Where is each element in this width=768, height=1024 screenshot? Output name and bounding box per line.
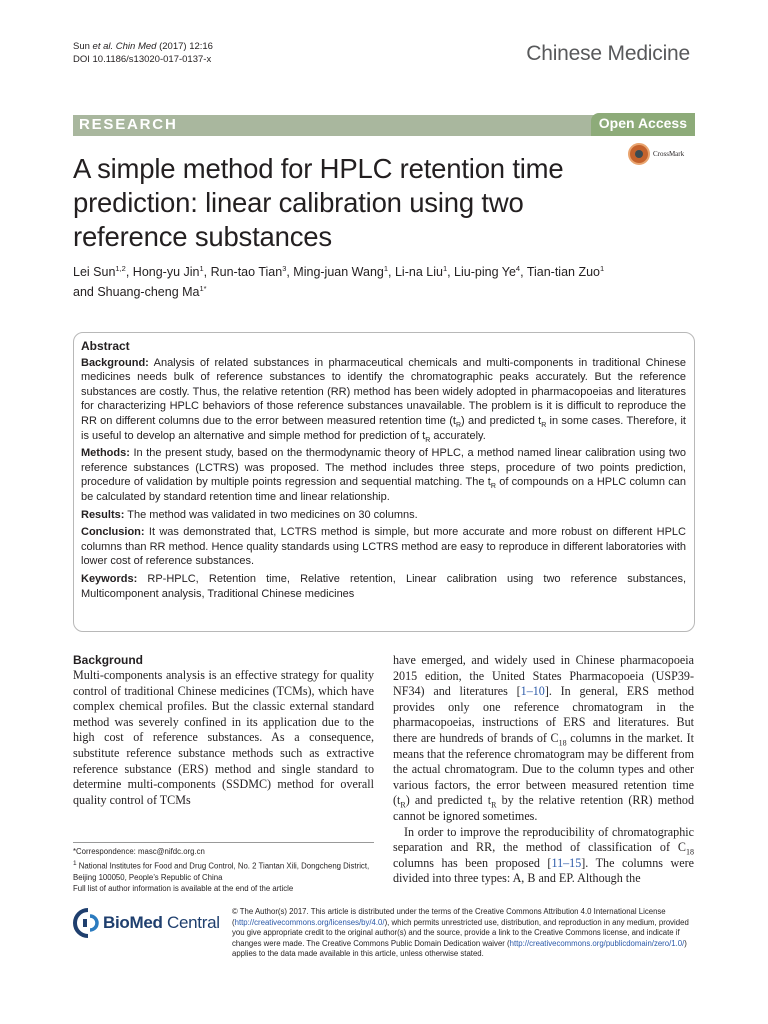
abstract-background: Background: Analysis of related substances in pharmaceutical chemicals and multi-components in traditional Chinese medicines needs bulk of reference substances to identify the chromatographic peaks accurately. But the reference substances are costly. Thus, the relative retention (RR) method has been widely adopted in pharmacopoeias and literatures for characterizing HPLC behaviors of those reference substances unavailable. The problem is it is difficult to reproduce the RR on different columns due to the error between measured retention time $(t_R)$ and predicted $t_R$ in some cases. Therefore, it is useful to develop an alternative and simple method for prediction of $t_R$ accurately. xyxy=(81,356,686,444)
reference-link[interactable]: 11–15 xyxy=(551,855,582,870)
abstract-box xyxy=(73,332,695,632)
abstract-conclusion: Conclusion: It was demonstrated that, LCTRS method is simple, but more accurate and more robust on different HPLC columns than RR method. Hence quality standards using LCTRS method are easy to reproduce in different laboratories with lower cost of reference substances. xyxy=(81,526,686,568)
author[interactable]: , Hong-yu Jin xyxy=(125,265,200,279)
footnotes xyxy=(73,842,374,895)
author[interactable]: , Li-na Liu xyxy=(388,265,443,279)
license-statement: © The Author(s) 2017. This article is distributed under the terms of the Creative Commons Attribution 4.0 International License (http://creativecommons.org/licenses/by/4.0/), which permits unrestricted use, distribution, and reproduction in any medium, provided you give appropriate credit to the original author(s) and the source, provide a link to the Creative Commons license, and indicate if changes were made. The Creative Commons Public Domain Dedication waiver (http://creativecommons.org/publicdomain/zero/1.0/) applies to the data made available in this article, unless otherwise stated. xyxy=(232,907,689,959)
research-label: RESEARCH xyxy=(79,116,178,133)
abstract-results: Results: The method was validated in two medicines on 30 columns. xyxy=(81,508,418,521)
journal-name: Chinese Medicine xyxy=(526,42,690,65)
license-link[interactable]: http://creativecommons.org/licenses/by/4.0/ xyxy=(234,917,385,927)
abstract-keywords: Keywords: RP-HPLC, Retention time, Relative retention, Linear calibration using two reference substances, Multicomponent analysis, Traditional Chinese medicines xyxy=(81,572,686,600)
author[interactable]: , Run-tao Tian xyxy=(203,265,283,279)
citation-header xyxy=(73,40,213,66)
doi[interactable]: DOI 10.1186/s13020-017-0137-x xyxy=(73,54,212,65)
affiliation: $^1$ National Institutes for Food and Drug Control, No. 2 Tiantan Xili, Dongcheng District, Beijing 100050, People’s Republic of China xyxy=(73,859,370,882)
paragraph: have emerged, and widely used in Chinese pharmacopoeia 2015 edition, the United States Pharmacopoeia (USP39-NF34) and literatures [1–10]. In general, ERS method provides only one reference chromatogram in the pharmacopoeias, instructions of ERS and literatures. But there are hundreds of brands of $C_{18}$ columns in the market. It means that the reference chromatogram may be different from the actual chromatogram. Due to the column types and other various factors, the error between measured retention time $(t_R)$ and predicted $t_R$ by the relative retention (RR) method cannot be ignored sometimes. xyxy=(393,653,694,823)
section-heading-background: Background xyxy=(73,653,144,667)
author[interactable]: , Liu-ping Ye xyxy=(447,265,516,279)
citation-authors: Sun xyxy=(73,41,90,52)
paragraph: Multi-components analysis is an effective strategy for quality control of traditional Chinese medicines (TCMs), which have complex chemical profiles. But the classic external standard method was severely confined in its application due to the high cost of reference substances. As a consequence, substitute reference substance methods such as extractive reference substance (ERS) method and single standard to determine multi-components (SSDMC) method for overall quality control of TCMs xyxy=(73,668,374,807)
publisher-logo xyxy=(73,908,220,938)
abstract-methods: Methods: In the present study, based on the thermodynamic theory of HPLC, a method named linear calibration using two reference substances (LCTRS) was proposed. The method includes three steps, procedure of two points prediction, procedure of validation by multiple points regression and sequential matching. The $t_R$ of compounds on a HPLC column can be calculated by standard retention time and linear relationship. xyxy=(81,447,686,503)
article-title: A simple method for HPLC retention time prediction: linear calibration using two reference substances xyxy=(73,153,564,252)
crossmark-label: CrossMark xyxy=(653,150,685,158)
author[interactable]: and Shuang-cheng Ma xyxy=(73,285,200,299)
citation-year: (2017) 12:16 xyxy=(159,41,213,52)
crossmark-button[interactable] xyxy=(628,142,698,166)
correspondence[interactable]: *Correspondence: masc@nifdc.org.cn xyxy=(73,847,205,856)
public-domain-link[interactable]: http://creativecommons.org/publicdomain/zero/1.0/ xyxy=(509,938,685,948)
author-list: Lei Sun$^{1,2}$, Hong-yu Jin$^1$, Run-tao Tian$^3$, Ming-juan Wang$^1$, Li-na Liu$^1$, Liu-ping Ye$^4$, Tian-tian Zuo$^1$ and Shuang-cheng $Ma^{1*}$ xyxy=(73,263,605,299)
biomed-central-icon xyxy=(73,908,99,938)
paragraph: In order to improve the reproducibility of chromatographic separation and RR, the method of classification of $C_{18}$ columns has been proposed [11–15]. The columns were divided into three types: A, B and EP. Although the xyxy=(393,824,695,886)
article-type-band xyxy=(73,115,695,136)
reference-link[interactable]: 1–10 xyxy=(520,684,545,699)
abstract-heading: Abstract xyxy=(81,339,130,353)
publisher-name: BioMed Central xyxy=(103,913,220,932)
author[interactable]: , Ming-juan Wang xyxy=(286,265,384,279)
open-access-badge[interactable]: Open Access xyxy=(591,113,695,136)
author[interactable]: , Tian-tian Zuo xyxy=(520,265,600,279)
citation-etal: et al. Chin Med xyxy=(92,41,157,52)
author-info-note: Full list of author information is available at the end of the article xyxy=(73,884,294,894)
author[interactable]: Lei Sun xyxy=(73,265,116,279)
body-column-left xyxy=(73,653,374,808)
body-column-right xyxy=(393,653,694,887)
